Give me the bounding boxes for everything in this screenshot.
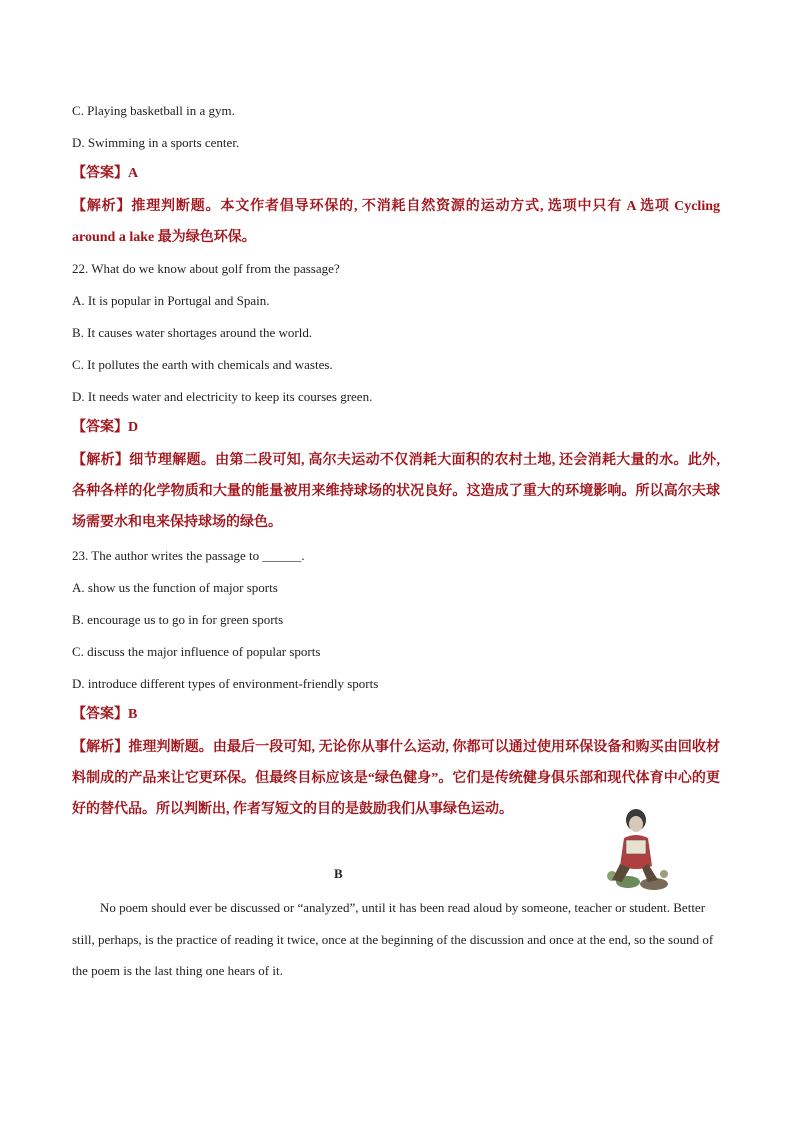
q21-option-d: D. Swimming in a sports center. xyxy=(72,135,240,150)
q22-option-b: B. It causes water shortages around the world. xyxy=(72,325,313,340)
q23-option-b: B. encourage us to go in for green sports xyxy=(72,612,284,627)
q22-option-a: A. It is popular in Portugal and Spain. xyxy=(72,293,270,308)
q22-option-c: C. It pollutes the earth with chemicals and wastes. xyxy=(72,357,333,372)
q23-option-a: A. show us the function of major sports xyxy=(72,580,278,595)
q22-option-d: D. It needs water and electricity to keep its courses green. xyxy=(72,389,373,404)
q22-analysis: 【解析】细节理解题。由第二段可知, 高尔夫运动不仅消耗大面积的农村土地, 还会消耗大量的水。此外, 各种各样的化学物质和大量的能量被用来维持球场的状况良好。这造成了重大的环境影响。所以高尔夫球场需要水和电来保持球场的绿色。 xyxy=(72,453,720,530)
q21-analysis: 【解析】推理判断题。本文作者倡导环保的, 不消耗自然资源的运动方式, 选项中只有 A 选项 Cycling around a lake 最为绿色环保。 xyxy=(72,199,720,245)
section-heading: B xyxy=(334,866,343,881)
q22-question: 22. What do we know about golf from the passage? xyxy=(72,261,340,276)
q23-option-d: D. introduce different types of environment-friendly sports xyxy=(72,676,379,691)
q23-question: 23. The author writes the passage to ______. xyxy=(72,548,305,563)
passage-text: No poem should ever be discussed or “analyzed”, until it has been read aloud by someone, teacher or student. Better still, perhaps, is the practice of reading it twice, once at the beginning of the discussion and once at the end, so the sound of the poem is the last thing one hears of it. xyxy=(72,900,714,978)
q21-answer: 【答案】A xyxy=(72,166,139,181)
q21-option-c: C. Playing basketball in a gym. xyxy=(72,103,235,118)
q23-option-c: C. discuss the major influence of popular sports xyxy=(72,644,321,659)
q23-analysis: 【解析】推理判断题。由最后一段可知, 无论你从事什么运动, 你都可以通过使用环保设备和购买由回收材料制成的产品来让它更环保。但最终目标应该是“绿色健身”。它们是传统健身俱乐部和现代体育中心的更好的替代品。所以判断出, 作者写短文的目的是鼓励我们从事绿色运动。 xyxy=(72,740,720,817)
q22-answer: 【答案】D xyxy=(72,420,139,435)
reading-girl-illustration xyxy=(598,804,678,894)
q23-answer: 【答案】B xyxy=(72,707,138,722)
passage-paragraph xyxy=(72,892,722,987)
